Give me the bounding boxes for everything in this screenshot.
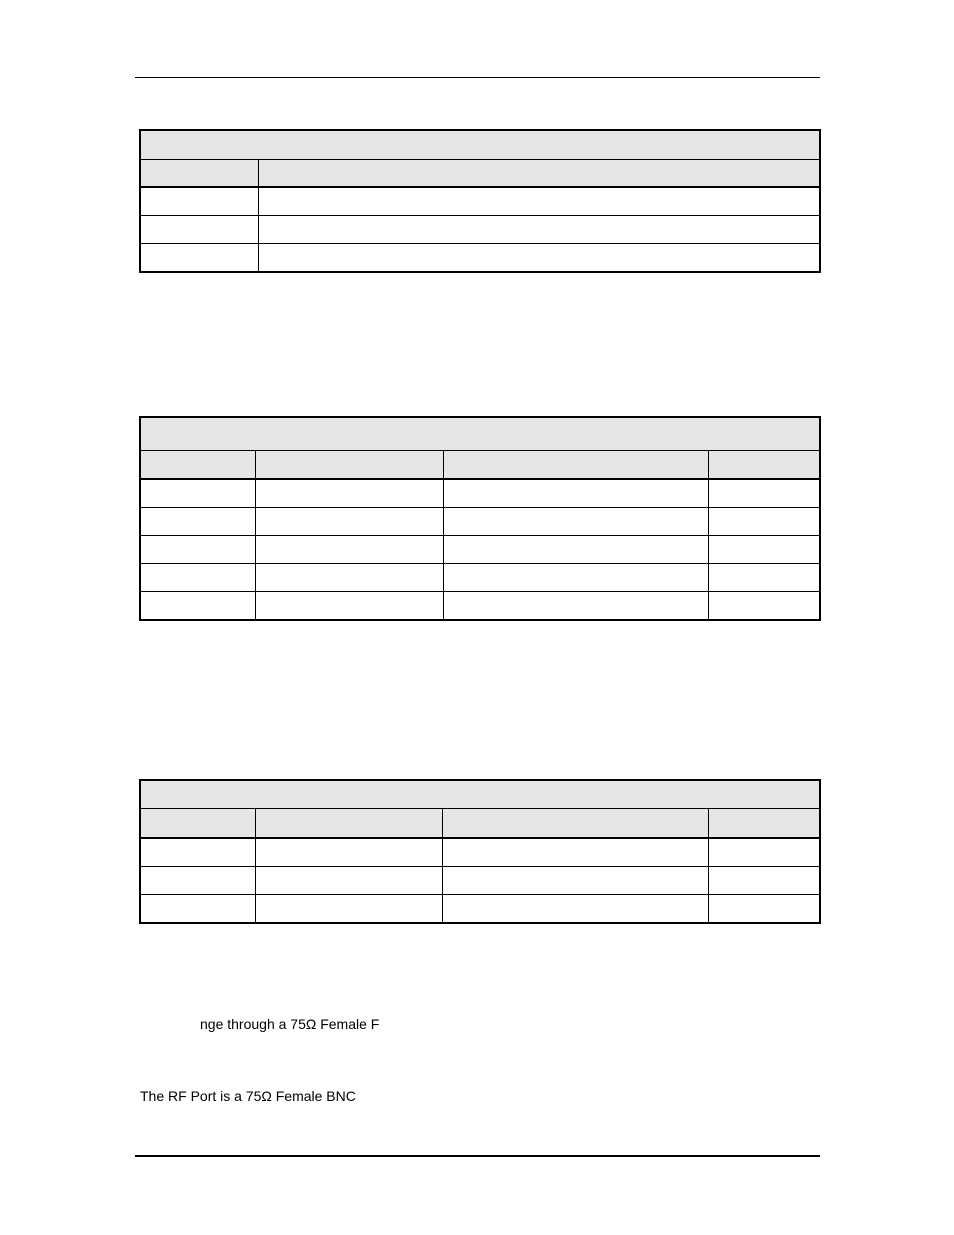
- table-header-row: [140, 809, 820, 839]
- table-cell: [442, 895, 708, 924]
- table-header-cell: [255, 809, 442, 839]
- table-cell: [443, 592, 708, 621]
- spec-table-3: [139, 779, 821, 924]
- table-cell: [255, 895, 442, 924]
- table-cell: [255, 592, 443, 621]
- table-cell: [442, 867, 708, 895]
- table-cell: [708, 536, 820, 564]
- table-row: [140, 536, 820, 564]
- body-text-rf-port: The RF Port is a 75Ω Female BNC: [140, 1088, 356, 1104]
- table-cell: [708, 479, 820, 508]
- table-header-cell: [708, 809, 820, 839]
- table-cell: [140, 244, 258, 273]
- table-title-row: [140, 130, 820, 160]
- table-cell: [708, 895, 820, 924]
- table-cell: [140, 838, 255, 867]
- table-row: [140, 592, 820, 621]
- table-header-cell: [140, 451, 255, 480]
- table-cell: [443, 479, 708, 508]
- table-header-cell: [708, 451, 820, 480]
- table-cell: [255, 867, 442, 895]
- table-cell: [255, 564, 443, 592]
- table-cell: [258, 244, 820, 273]
- table-cell: [708, 508, 820, 536]
- table-title-cell: [140, 780, 820, 809]
- table-cell: [708, 564, 820, 592]
- table-cell: [442, 838, 708, 867]
- table-cell: [140, 592, 255, 621]
- table-title-row: [140, 417, 820, 451]
- table-row: [140, 508, 820, 536]
- table-row: [140, 216, 820, 244]
- table-header-cell: [258, 160, 820, 188]
- table-cell: [140, 564, 255, 592]
- table-cell: [443, 536, 708, 564]
- table-cell: [255, 838, 442, 867]
- table-cell: [140, 508, 255, 536]
- table-cell: [708, 838, 820, 867]
- table-row: [140, 895, 820, 924]
- table-title-row: [140, 780, 820, 809]
- table-cell: [255, 479, 443, 508]
- table-cell: [255, 536, 443, 564]
- table-row: [140, 838, 820, 867]
- table-row: [140, 244, 820, 273]
- table-row: [140, 187, 820, 216]
- table-cell: [140, 895, 255, 924]
- table-header-cell: [140, 160, 258, 188]
- table-cell: [140, 536, 255, 564]
- table-cell: [140, 479, 255, 508]
- table-cell: [258, 187, 820, 216]
- body-text-connector: nge through a 75Ω Female F: [200, 1016, 380, 1032]
- table-header-row: [140, 160, 820, 188]
- table-cell: [708, 867, 820, 895]
- footer-rule: [135, 1155, 820, 1157]
- spec-table-1: [139, 129, 821, 273]
- table-header-cell: [255, 451, 443, 480]
- table-cell: [258, 216, 820, 244]
- table-cell: [443, 564, 708, 592]
- table-title-cell: [140, 130, 820, 160]
- table-header-cell: [443, 451, 708, 480]
- table-header-cell: [140, 809, 255, 839]
- table-row: [140, 867, 820, 895]
- table-cell: [255, 508, 443, 536]
- header-rule: [135, 77, 820, 78]
- table-cell: [140, 187, 258, 216]
- table-header-row: [140, 451, 820, 480]
- table-cell: [140, 867, 255, 895]
- table-row: [140, 479, 820, 508]
- spec-table-2: [139, 416, 821, 621]
- table-cell: [708, 592, 820, 621]
- table-title-cell: [140, 417, 820, 451]
- table-cell: [140, 216, 258, 244]
- table-cell: [443, 508, 708, 536]
- table-header-cell: [442, 809, 708, 839]
- table-row: [140, 564, 820, 592]
